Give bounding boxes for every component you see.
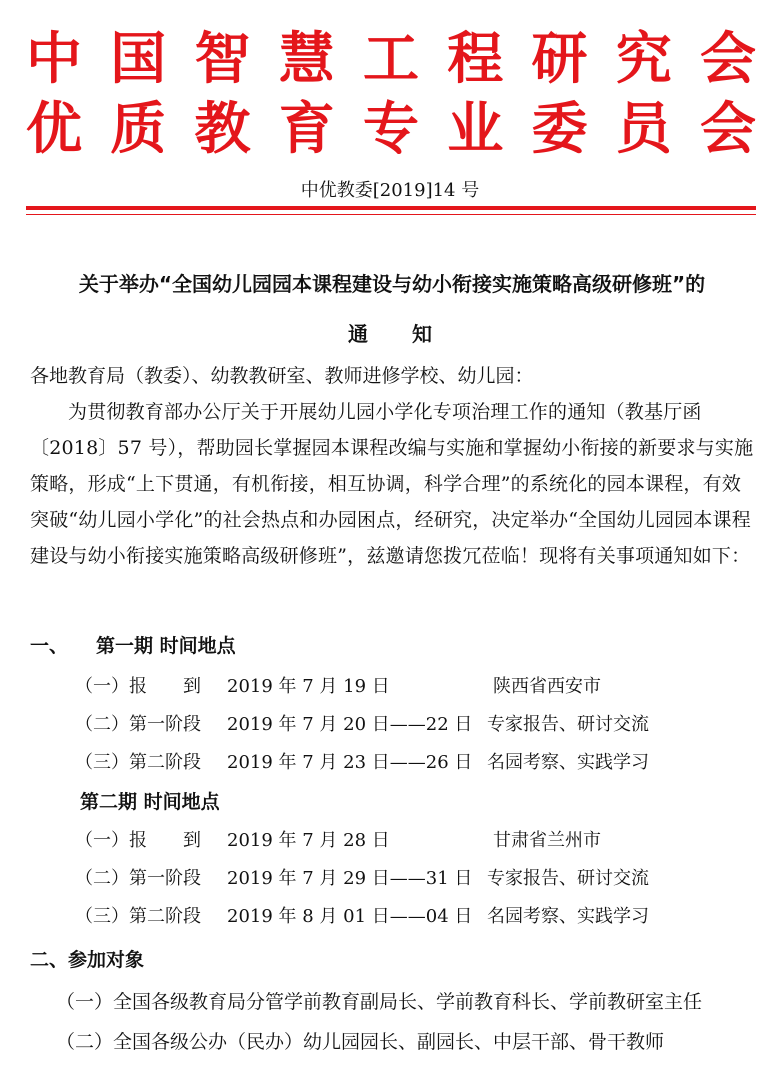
row-date: 2019 年 7 月 29 日——31 日 — [227, 868, 473, 889]
row-label: （二）第一阶段 — [75, 868, 201, 889]
document-number: 中优教委[2019]14 号 — [300, 180, 480, 201]
row-label: （一）报 到 — [75, 676, 201, 697]
org-char: 国 — [110, 27, 167, 92]
subtitle-char: 知 — [412, 322, 432, 346]
header-rule-thick — [26, 206, 756, 210]
section-1-heading-2: 第二期 时间地点 — [80, 791, 220, 813]
row-info: 专家报告、研讨交流 — [487, 714, 649, 735]
subtitle-char: 通 — [348, 322, 368, 346]
schedule-row — [75, 710, 755, 740]
schedule-row — [75, 672, 755, 702]
row-date: 2019 年 7 月 20 日——22 日 — [227, 714, 473, 735]
org-char: 业 — [447, 97, 504, 162]
org-char: 慧 — [278, 27, 335, 92]
section-heading-text: 第一期 时间地点 — [96, 635, 236, 657]
row-label: （二）第一阶段 — [75, 714, 201, 735]
schedule-row — [75, 864, 755, 894]
row-date: 2019 年 7 月 19 日 — [227, 676, 390, 697]
org-char: 委 — [531, 97, 588, 162]
org-char: 中 — [26, 27, 82, 92]
row-label: （三）第二阶段 — [75, 906, 201, 927]
row-label: （三）第二阶段 — [75, 752, 201, 773]
row-date: 2019 年 8 月 01 日——04 日 — [227, 906, 473, 927]
organization-name-line-2 — [26, 97, 756, 162]
row-label: （一）报 到 — [75, 830, 201, 851]
org-char: 程 — [447, 27, 504, 92]
org-char: 质 — [110, 97, 167, 162]
org-char: 会 — [700, 97, 756, 162]
participant-item: （二）全国各级公办（民办）幼儿园园长、副园长、中层干部、骨干教师 — [56, 1031, 665, 1053]
section-1-heading — [30, 628, 236, 664]
org-char: 工 — [363, 27, 419, 92]
participant-item: （一）全国各级教育局分管学前教育副局长、学前教育科长、学前教研室主任 — [56, 991, 703, 1013]
org-char: 究 — [615, 27, 672, 92]
row-date: 2019 年 7 月 28 日 — [227, 830, 390, 851]
row-info: 专家报告、研讨交流 — [487, 868, 649, 889]
row-date: 2019 年 7 月 23 日——26 日 — [227, 752, 473, 773]
row-info: 甘肃省兰州市 — [493, 830, 601, 851]
schedule-row — [75, 748, 755, 778]
addressee: 各地教育局（教委）、幼教教研室、教师进修学校、幼儿园： — [30, 365, 534, 387]
organization-name-line-1 — [26, 27, 756, 92]
org-char: 智 — [194, 27, 251, 92]
org-char: 优 — [26, 97, 82, 162]
org-char: 员 — [615, 97, 672, 162]
section-number: 一、 — [30, 635, 69, 657]
org-char: 会 — [700, 27, 756, 92]
section-2-heading: 二、参加对象 — [30, 949, 145, 971]
header-rule-thin — [26, 214, 756, 215]
notice-title: 关于举办“全国幼儿园园本课程建设与幼小衔接实施策略高级研修班”的 — [78, 272, 706, 296]
org-char: 研 — [531, 27, 588, 92]
notice-subtitle — [0, 318, 780, 347]
org-char: 教 — [194, 97, 251, 162]
row-info: 名园考察、实践学习 — [487, 752, 649, 773]
org-char: 专 — [363, 97, 419, 162]
row-info: 名园考察、实践学习 — [487, 906, 649, 927]
row-info: 陕西省西安市 — [493, 676, 601, 697]
schedule-row — [75, 902, 755, 932]
schedule-row — [75, 826, 755, 856]
intro-paragraph: 为贯彻教育部办公厅关于开展幼儿园小学化专项治理工作的通知（教基厅函〔2018〕57 号），帮助园长掌握园本课程改编与实施和掌握幼小衔接的新要求与实施策略，形成“上下贯通，有机衔接，相互协调，科学合理”的系统化的园本课程，有效突破“幼儿园小学化”的社会热点和办园困点，经研究，决定举办“全国幼儿园园本课程建设与幼小衔接实施策略高级研修班”，兹邀请您拨冗莅临！现将有关事项通知如下： — [30, 401, 754, 567]
org-char: 育 — [278, 97, 335, 162]
